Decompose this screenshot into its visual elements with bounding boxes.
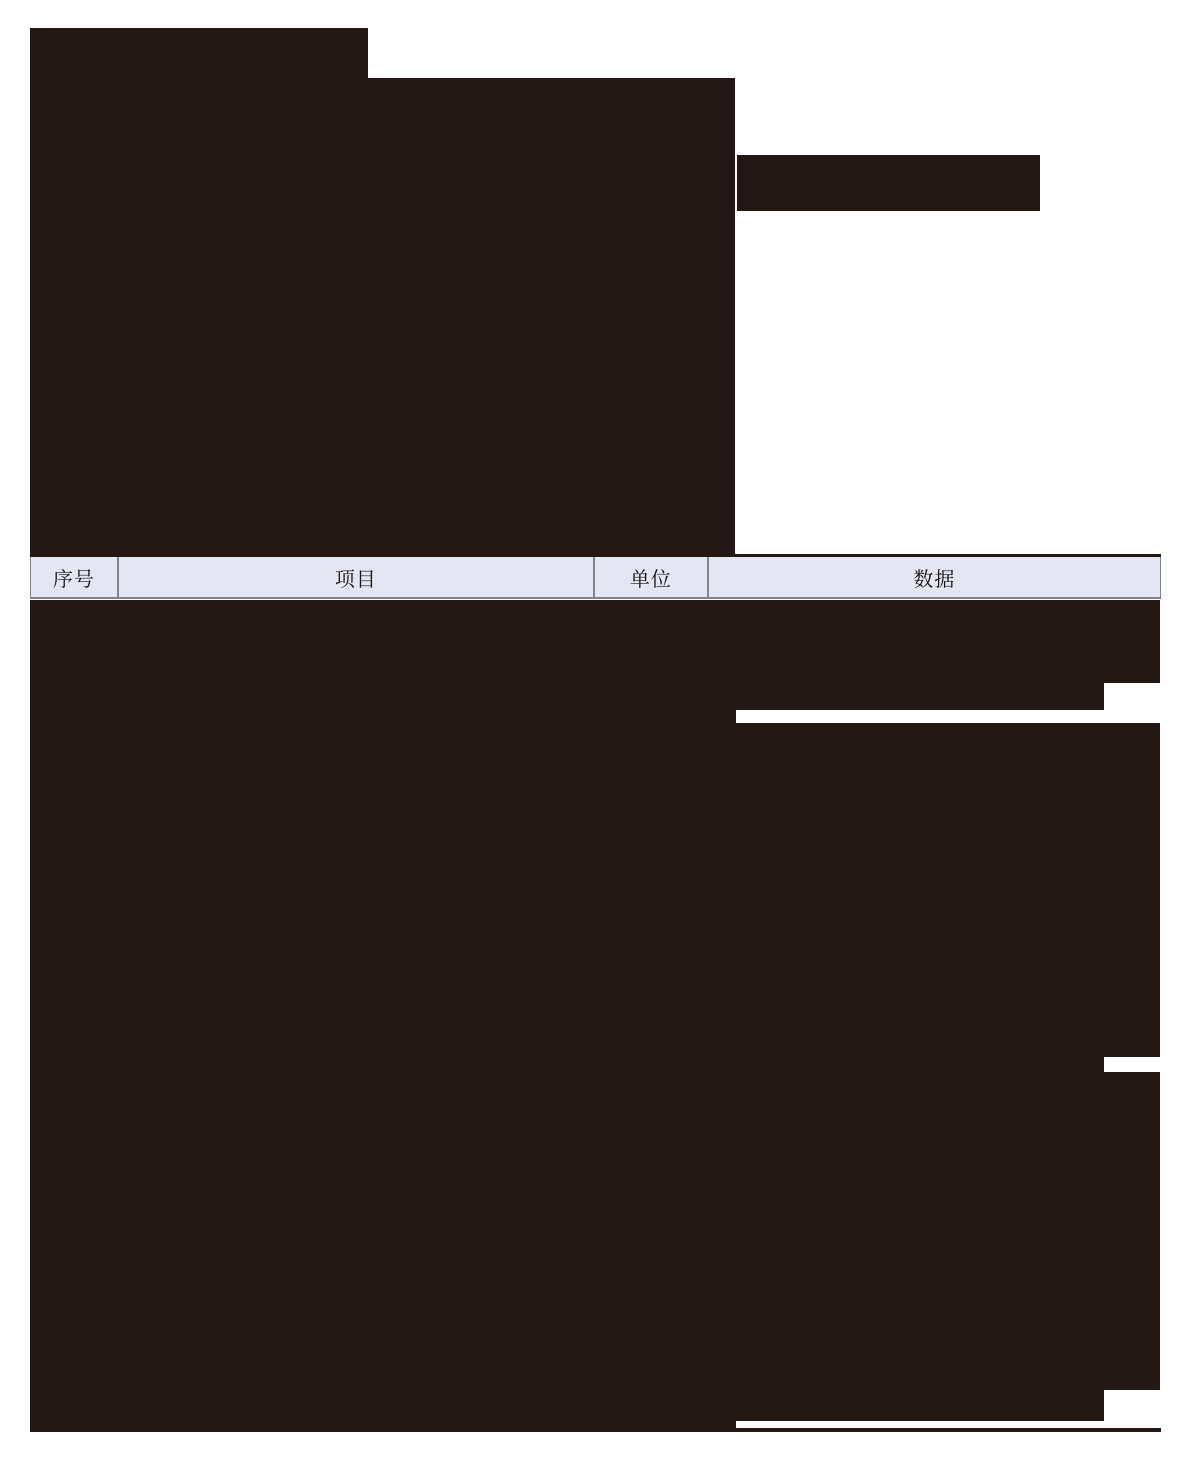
table-row-gap — [1104, 1057, 1160, 1072]
redacted-title-block — [30, 28, 368, 78]
table-row-gap — [1104, 1390, 1160, 1421]
redacted-body-left-block — [30, 78, 735, 557]
header-cell-item — [117, 557, 593, 597]
header-cell-index-label: 序号 — [52, 568, 95, 591]
table-row-gap — [736, 710, 1160, 723]
table-row-gap — [736, 1421, 1160, 1428]
header-cell-unit — [593, 557, 707, 597]
redacted-table-body — [30, 600, 1160, 1428]
table-row-gap — [1104, 683, 1160, 710]
table-header-row — [30, 557, 1161, 599]
header-cell-data-label: 数据 — [913, 568, 956, 591]
table-bottom-border — [30, 1428, 1161, 1432]
header-cell-index — [31, 557, 117, 597]
header-cell-data — [707, 557, 1160, 597]
redacted-right-note-block — [737, 155, 1040, 211]
header-cell-item-label: 项目 — [334, 568, 377, 591]
header-cell-unit-label: 单位 — [629, 568, 672, 591]
